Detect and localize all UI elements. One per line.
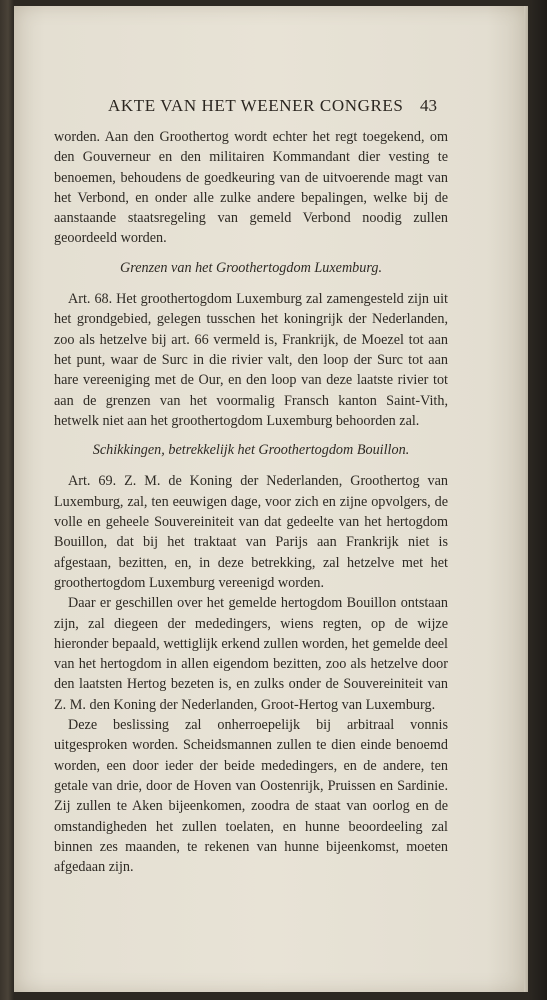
paragraph-continuation: worden. Aan den Groothertog wordt echter het regt toegekend, om den Gouverneur en den militairen Kommandant dier vesting te benoemen, behoudens de goedkeuring van de uitvoerende magt van het Verbond, en onder alle zulke andere bepalingen, welke bij de aanstaande staatsregeling van gemeld Verbond noodig zullen geoordeeld worden. (54, 129, 448, 247)
section-heading-bouillon: Schikkingen, betrekkelijk het Groothertogdom Bouillon. (92, 442, 410, 459)
running-title: AKTE VAN HET WEENER CONGRES (108, 96, 404, 115)
page-number: 43 (420, 96, 437, 115)
paragraph-disputes: Daar er geschillen over het gemelde hertogdom Bouillon ontstaan zijn, zal diegeen der mededingers, wiens regten, op de wijze hieronder bepaald, wettiglijk erkend zullen worden, het gemelde deel van het hertogdom in allen eigendom bezitten, zoo als hetzelve door den laatsten Hertog bezeten is, en zulks onder de Souvereiniteit van Z. M. den Koning der Nederlanden, Groot-Hertog van Luxemburg. (54, 595, 448, 713)
paragraph-arbitration: Deze beslissing zal onherroepelijk bij arbitraal vonnis uitgesproken worden. Scheidsmannen zullen te dien einde benoemd worden, een door ieder der beide mededingers, en de andere, ten getale van drie, door de Hoven van Oostenrijk, Pruissen en Sardinie. Zij zullen te Aken bijeenkomen, zoodra de staat van oorlog en de omstandigheden het zullen toelaten, en hunne beoordeeling zal binnen zes maanden, te rekenen van hunne bijeenkomst, moeten afgedaan zijn. (54, 717, 448, 876)
section-heading-luxemburg: Grenzen van het Groothertogdom Luxemburg. (119, 259, 383, 276)
page-body (54, 127, 448, 877)
article-68-paragraph: Art. 68. Het groothertogdom Luxemburg zal zamengesteld zijn uit het grondgebied, gelegen tusschen het koningrijk der Nederlanden, zoo als hetzelve bij art. 66 vermeld is, Frankrijk, de Moezel tot aan het punt, waar de Surc in die rivier valt, den loop der Surc tot aan hare vereeniging met de Our, en den loop van deze laatste rivier tot aan de grenzen van het voormalig Fransch kanton Saint-Vith, hetwelk niet aan het groothertogdom Luxemburg behoorden zal. (54, 291, 448, 429)
page-edge (524, 6, 528, 992)
page-header (90, 92, 450, 120)
book-page (14, 6, 528, 992)
article-69-paragraph: Art. 69. Z. M. de Koning der Nederlanden, Groothertog van Luxemburg, zal, ten eeuwigen dage, voor zich en zijne opvolgers, de volle en geheele Souvereiniteit van dat gedeelte van het hertogdom Bouillon, dat bij het traktaat van Parijs aan Frankrijk niet is afgestaan, bezitten, en, in deze betrekking, zal hetzelve met het groothertogdom Luxemburg vereenigd worden. (54, 473, 448, 591)
